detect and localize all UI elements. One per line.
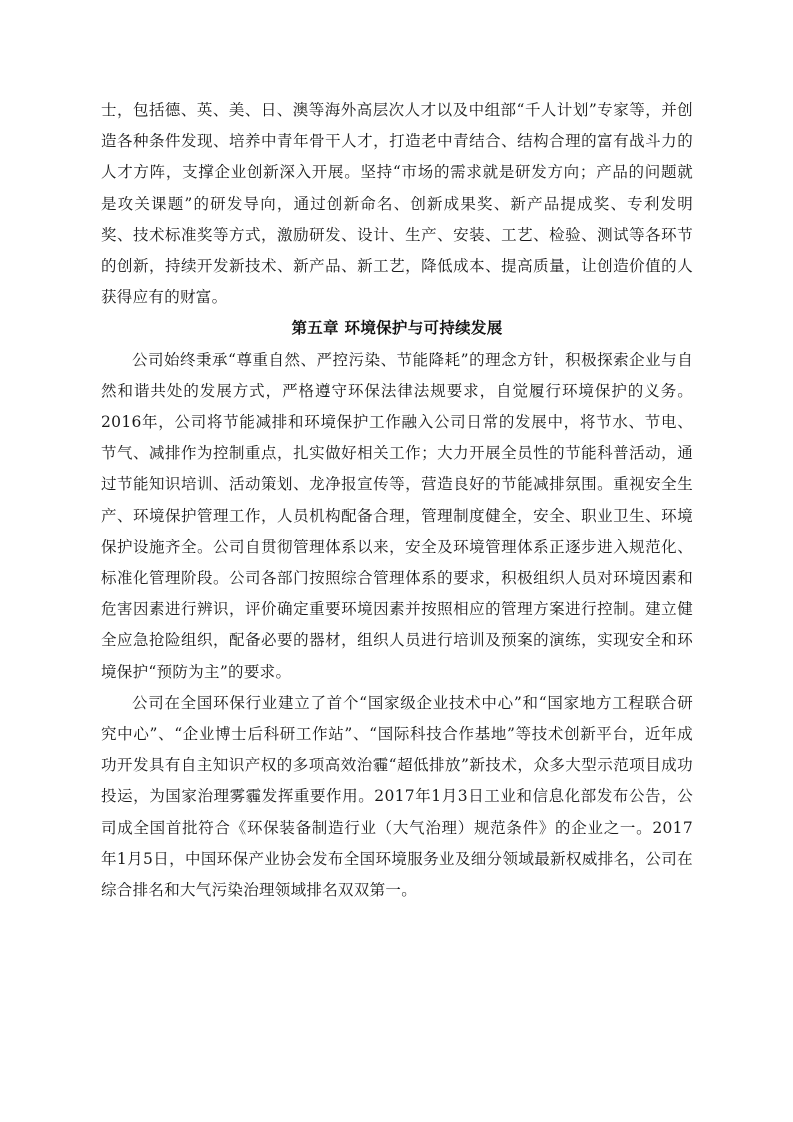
chapter-heading: 第五章 环境保护与可持续发展: [291, 319, 503, 338]
paragraph-talent-innovation: 士，包括德、英、美、日、澳等海外高层次人才以及中组部“千人计划”专家等，并创造各种条件发现、培养中青年骨干人才，打造老中青结合、结构合理的富有战斗力的人才方阵，支撑企业创新深入开展。坚持“市场的需求就是研发方向；产品的问题就是攻关课题”的研发导向，通过创新命名、创新成果奖、新产品提成奖、专利发明奖、技术标准奖等方式，激励研发、设计、生产、安装、工艺、检验、测试等各环节的创新，持续开发新技术、新产品、新工艺，降低成本、提高质量，让创造价值的人获得应有的财富。: [101, 101, 693, 307]
document-body: [101, 95, 693, 906]
paragraph-environmental-policy: 公司始终秉承“尊重自然、严控污染、节能降耗”的理念方针，积极探索企业与自然和谐共处的发展方式，严格遵守环保法律法规要求，自觉履行环境保护的义务。2016年，公司将节能减排和环境保护工作融入公司日常的发展中，将节水、节电、节气、减排作为控制重点，扎实做好相关工作；大力开展全员性的节能科普活动，通过节能知识培训、活动策划、龙净报宣传等，营造良好的节能减排氛围。重视安全生产、环境保护管理工作，人员机构配备合理，管理制度健全，安全、职业卫生、环境保护设施齐全。公司自贯彻管理体系以来，安全及环境管理体系正逐步进入规范化、标准化管理阶段。公司各部门按照综合管理体系的要求，积极组织人员对环境因素和危害因素进行辨识，评价确定重要环境因素并按照相应的管理方案进行控制。建立健全应急抢险组织，配备必要的器材，组织人员进行培训及预案的演练，实现安全和环境保护“预防为主”的要求。: [101, 350, 693, 681]
paragraph-technology-platforms: 公司在全国环保行业建立了首个“国家级企业技术中心”和“国家地方工程联合研究中心”、“企业博士后科研工作站”、“国际科技合作基地”等技术创新平台，近年成功开发具有自主知识产权的多项高效治霾“超低排放”新技术，众多大型示范项目成功投运，为国家治理雾霾发挥重要作用。2017年1月3日工业和信息化部发布公告，公司成全国首批符合《环保装备制造行业（大气治理）规范条件》的企业之一。2017年1月5日，中国环保产业协会发布全国环境服务业及细分领域最新权威排名，公司在综合排名和大气污染治理领域排名双双第一。: [101, 693, 693, 900]
